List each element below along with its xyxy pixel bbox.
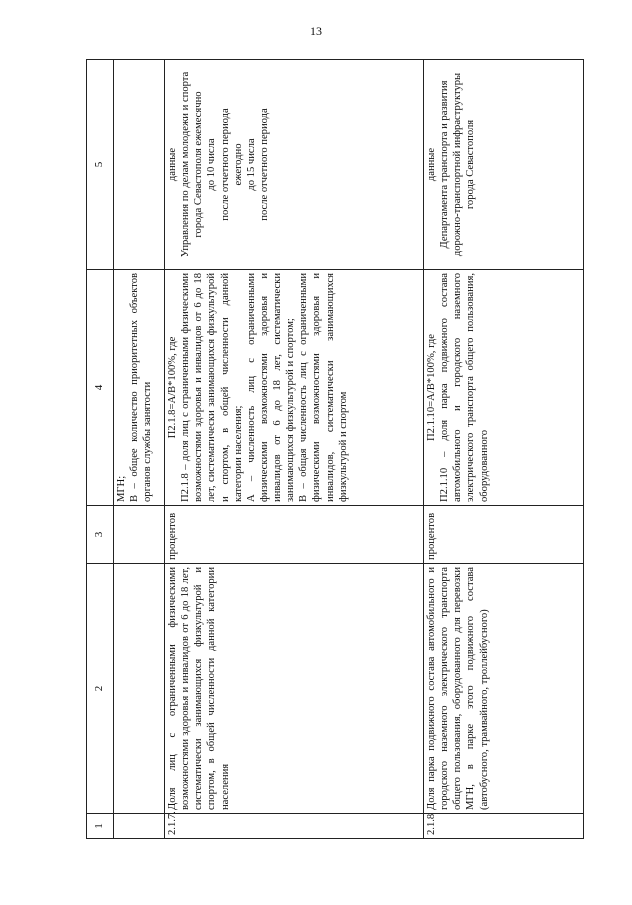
continuation-method-cell: МГН; В – общее количество приоритетных объектов органов службы занятости (114, 270, 165, 506)
unit-cell: процентов (165, 506, 424, 564)
page-number: 13 (310, 24, 322, 38)
header-col-1: 1 (87, 814, 114, 839)
cell-empty (114, 814, 165, 839)
table-row (165, 60, 424, 839)
method-cell (165, 270, 424, 506)
method-description: П2.1.10 – доля парка подвижного состава автомобильного и городского наземного электрического транспорта общего пользования, оборудованного (439, 273, 490, 502)
cell-empty (114, 60, 165, 270)
header-col-4: 4 (87, 270, 114, 506)
cell-empty (114, 506, 165, 564)
formula-line: П2.1.10=А/В*100%, где (426, 334, 437, 441)
indicator-table (86, 59, 584, 839)
method-cell (424, 270, 584, 506)
header-col-3: 3 (87, 506, 114, 564)
cell-empty (114, 564, 165, 814)
formula-line: П2.1.8=А/В*100%, где (167, 336, 178, 439)
indicator-name-cell: Доля лиц с ограниченными физическими возможностями здоровья и инвалидов от 6 до 18 лет, систематически занимающихся физкультурой и спортом, в общей численности данной категории населения (165, 564, 424, 814)
header-col-5: 5 (87, 60, 114, 270)
table-header-row (87, 60, 114, 839)
rotated-table-frame (86, 59, 584, 839)
header-col-2: 2 (87, 564, 114, 814)
method-description: П2.1.8 – доля лиц с ограниченными физическими возможностями здоровья и инвалидов от 6 до 18 лет, систематически занимающихся физкультурой и спортом, в общей численности данной категории населения; А – численность лиц с ограниченными физическими возможностями здоровья и инвалидов от 6 до 18 лет, систематически занимающихся физкультурой и спортом; В – общая численность лиц с ограниченными физическими возможностями здоровья и инвалидов, систематически занимающихся физкультурой и спортом (180, 273, 349, 502)
table-container (86, 59, 584, 839)
row-number-cell: 2.1.8 (424, 814, 584, 839)
indicator-name-cell: Доля парка подвижного состава автомобильного и городского наземного электрического транспорта общего пользования, оборудованного для перевозки МГН, в парке этого подвижного состава (автобусного, трамвайного, троллейбусного) (424, 564, 584, 814)
row-number-cell: 2.1.7. (165, 814, 424, 839)
table-row (424, 60, 584, 839)
table-row-continuation (114, 60, 165, 839)
source-cell: данные Управления по делам молодежи и спорта города Севастополя ежемесячно до 10 числа после отчетного периода ежегодно до 15 числа после отчетного периода (165, 60, 424, 270)
unit-cell: процентов (424, 506, 584, 564)
source-cell: данные Департамента транспорта и развития дорожно-транспортной инфраструктуры города Севастополя (424, 60, 584, 270)
